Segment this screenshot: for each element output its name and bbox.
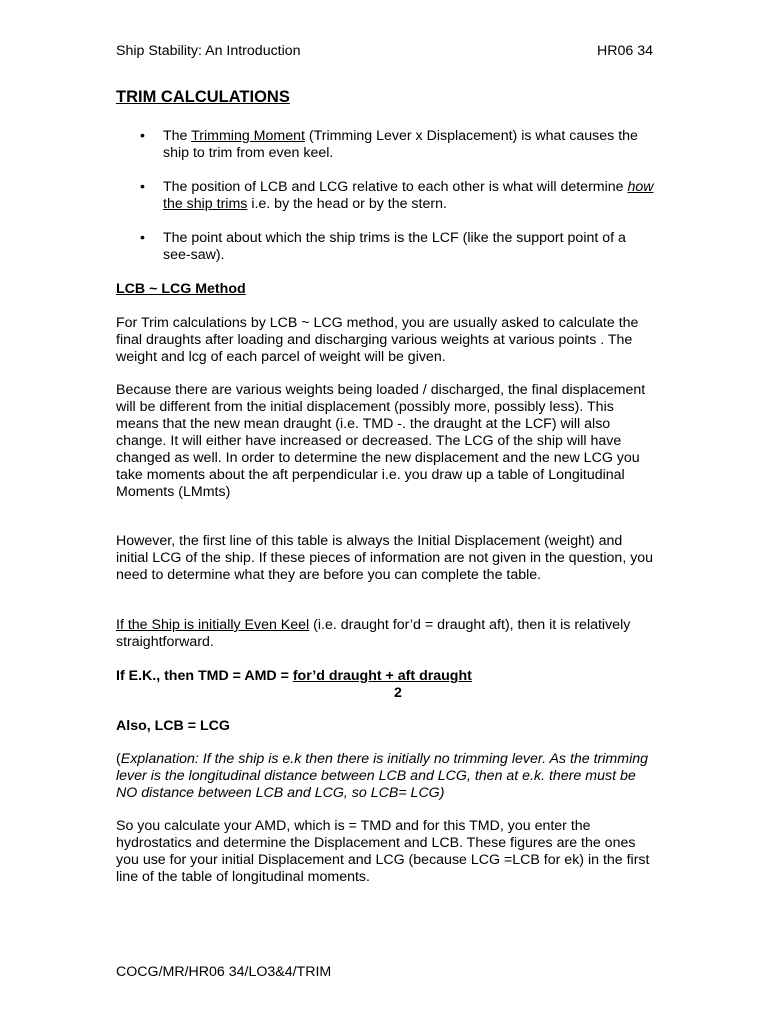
- bullet-dot-icon: •: [140, 230, 145, 246]
- bullet-dot-icon: •: [140, 128, 145, 144]
- formula-numerator: for’d draught + aft draught: [292, 668, 472, 684]
- bullet-italic-underlined-word: how: [627, 179, 654, 195]
- bullet-text: The point about which the ship trims is the LCF (like the support point of a see-saw).: [163, 230, 626, 263]
- bullet-text-post: (Trimming Lever x Displacement) is what causes the ship to trim from even keel.: [163, 128, 638, 161]
- header-page-code: HR06 34: [597, 43, 653, 59]
- formula-mean-draught: [116, 668, 656, 685]
- bullet-item-trim-pivot: [116, 230, 656, 264]
- even-keel-condition: If the Ship is initially Even Keel: [116, 617, 310, 633]
- bullet-text-pre: The: [163, 128, 192, 144]
- bullet-dot-icon: •: [140, 179, 145, 195]
- even-keel-rest: (i.e. draught for’d = draught aft), then it is relatively straightforward.: [116, 617, 631, 650]
- paragraph-amd-hydrostatics: So you calculate your AMD, which is = TMD and for this TMD, you enter the hydrostatics and determine the Displacement and LCB. These figures are the ones you use for your initial Displacement and LCG (because LCG =LCB for ek) in the first line of the table of longitudinal moments.: [116, 818, 650, 885]
- page-footer: COCG/MR/HR06 34/LO3&4/TRIM: [116, 964, 332, 980]
- bullet-list: [116, 128, 656, 281]
- also-lcb-equals-lcg: Also, LCB = LCG: [116, 718, 230, 734]
- bullet-underlined-phrase: the ship trims: [163, 196, 248, 212]
- paragraph-even-keel: [116, 617, 656, 651]
- bullet-underlined-term: Trimming Moment: [191, 128, 305, 144]
- paragraph-weights-displacement: Because there are various weights being loaded / discharged, the final displacement will be different from the initial displacement (possibly more, possibly less). This means that the new mean draught (i.e. TMD -. the draught at the LCF) will also change. It will either have increased or decreased. The LCG of the ship will have changed as well. In order to determine the new displacement and the new LCG you take moments about the aft perpendicular i.e. you draw up a table of Longitudinal Moments (LMmts): [116, 382, 646, 500]
- section-title: TRIM CALCULATIONS: [116, 88, 290, 106]
- bullet-item-trimming-moment: [116, 128, 656, 162]
- bullet-item-lcb-lcg-position: [116, 179, 656, 213]
- bullet-text-post: i.e. by the head or by the stern.: [247, 196, 447, 212]
- document-page: [116, 0, 656, 1024]
- formula-lead: If E.K., then TMD = AMD =: [116, 668, 293, 684]
- formula-denominator: 2: [394, 685, 402, 701]
- paragraph-trim-intro: For Trim calculations by LCB ~ LCG method, you are usually asked to calculate the final draughts after loading and discharging various weights at various points . The weight and lcg of each parcel of weight will be given.: [116, 315, 639, 365]
- header-document-title: Ship Stability: An Introduction: [116, 43, 301, 59]
- bullet-text-pre: The position of LCB and LCG relative to each other is what will determine: [163, 179, 628, 195]
- explanation-open-paren: (: [116, 751, 121, 767]
- explanation-text: Explanation: If the ship is e.k then there is initially no trimming lever. As the trimming lever is the longitudinal distance between LCB and LCG, then at e.k. there must be NO distance between LCB and LCG, so LCB= LCG): [116, 751, 648, 801]
- method-heading: LCB ~ LCG Method: [116, 281, 246, 297]
- explanation-paragraph: [116, 751, 656, 802]
- page-header: [116, 43, 653, 60]
- paragraph-first-line-table: However, the first line of this table is always the Initial Displacement (weight) and initial LCG of the ship. If these pieces of information are not given in the question, you need to determine what they are before you can complete the table.: [116, 533, 654, 583]
